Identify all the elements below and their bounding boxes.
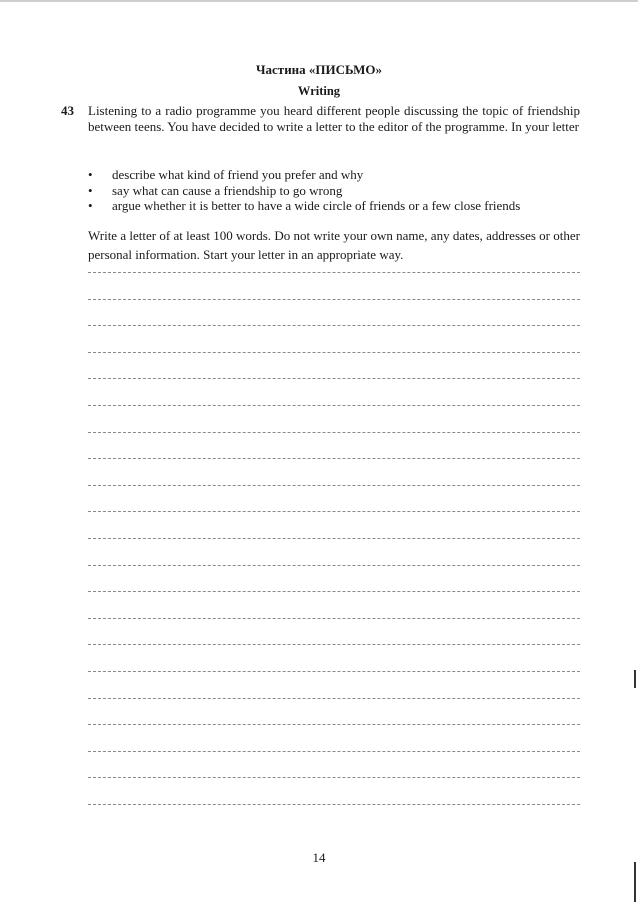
- answer-line[interactable]: [88, 352, 580, 353]
- answer-line[interactable]: [88, 724, 580, 725]
- top-border: [0, 0, 638, 2]
- answer-line[interactable]: [88, 432, 580, 433]
- bullet-item: [88, 167, 580, 183]
- bullet-text: say what can cause a friendship to go wrong: [112, 182, 343, 198]
- bullet-icon: •: [88, 167, 93, 182]
- bullet-text: argue whether it is better to have a wide circle of friends or a few close friends: [112, 198, 521, 213]
- scan-edge-mark: [634, 670, 636, 688]
- task-number: 43: [61, 103, 74, 118]
- bullet-item: [88, 183, 580, 199]
- answer-line[interactable]: [88, 565, 580, 566]
- answer-line[interactable]: [88, 644, 580, 645]
- bullet-item: [88, 198, 580, 214]
- answer-line[interactable]: [88, 698, 580, 699]
- scan-edge-mark: [634, 862, 636, 902]
- bullet-text: describe what kind of friend you prefer and why: [112, 167, 364, 182]
- answer-line[interactable]: [88, 804, 580, 805]
- bullet-list: [88, 167, 580, 214]
- section-title: Writing: [297, 84, 341, 98]
- answer-line[interactable]: [88, 299, 580, 300]
- answer-line[interactable]: [88, 751, 580, 752]
- answer-line[interactable]: [88, 511, 580, 512]
- part-title: Частина «ПИСЬМО»: [256, 62, 382, 77]
- task-intro: Listening to a radio programme you heard different people discussing the topic of friendship between teens. You have decided to write a letter to the editor of the programme. In your letter: [88, 103, 580, 134]
- answer-line[interactable]: [88, 591, 580, 592]
- answer-line[interactable]: [88, 378, 580, 379]
- page-number: 14: [312, 850, 326, 865]
- task-instructions: Write a letter of at least 100 words. Do not write your own name, any dates, addresses or other personal information. Start your letter in an appropriate way.: [88, 228, 580, 262]
- answer-line[interactable]: [88, 538, 580, 539]
- bullet-icon: •: [88, 198, 93, 213]
- answer-line[interactable]: [88, 272, 580, 273]
- bullet-icon: •: [88, 182, 93, 198]
- answer-line[interactable]: [88, 405, 580, 406]
- answer-line[interactable]: [88, 671, 580, 672]
- answer-line[interactable]: [88, 618, 580, 619]
- answer-line[interactable]: [88, 485, 580, 486]
- answer-line[interactable]: [88, 777, 580, 778]
- answer-line[interactable]: [88, 325, 580, 326]
- answer-line[interactable]: [88, 458, 580, 459]
